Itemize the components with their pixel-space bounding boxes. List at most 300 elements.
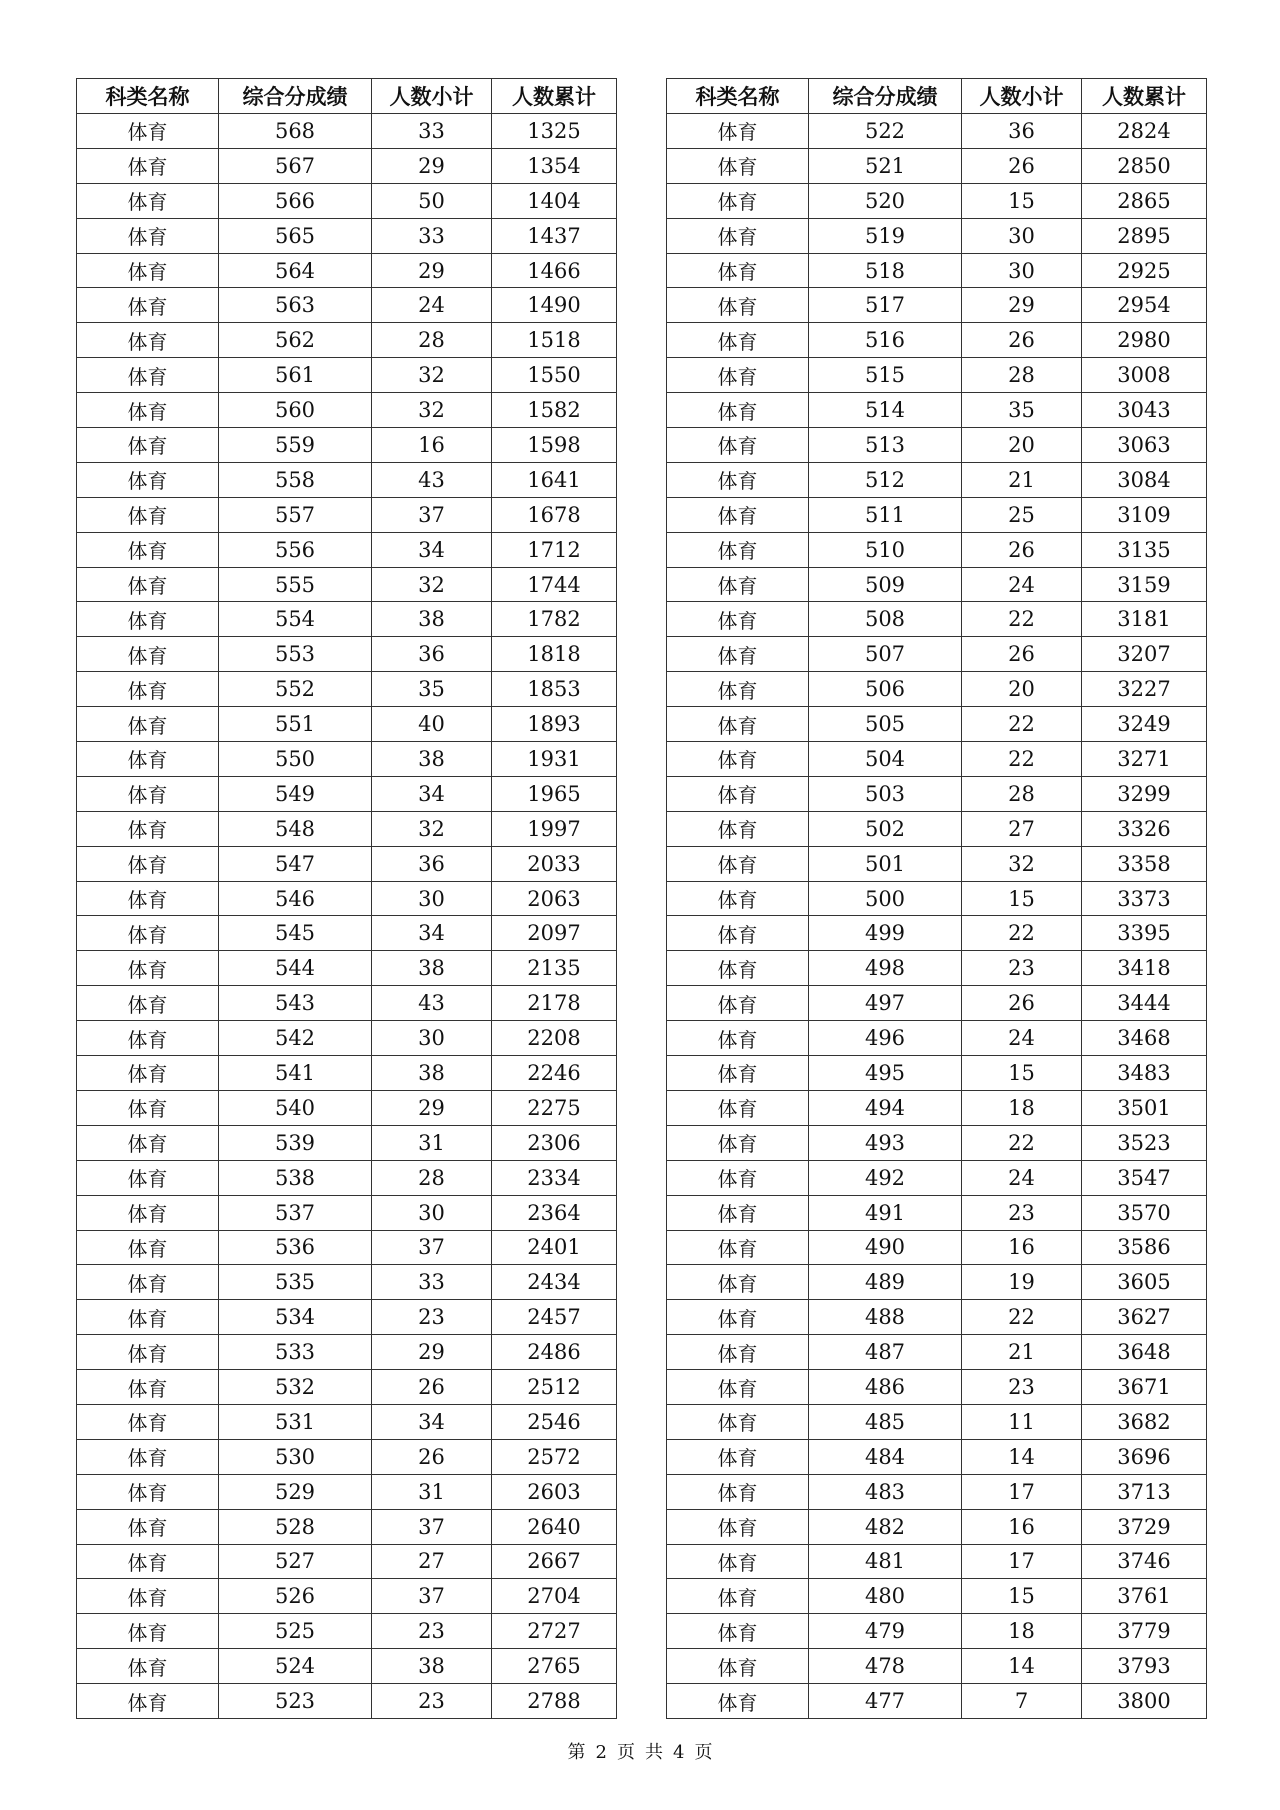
table-row (77, 986, 617, 1021)
cell-cumulative: 3373 (1082, 881, 1207, 916)
cell-score: 543 (219, 986, 372, 1021)
table-row (667, 951, 1207, 986)
cell-category: 体育 (667, 1474, 809, 1509)
table-row (667, 114, 1207, 149)
cell-score: 485 (809, 1404, 962, 1439)
cell-score: 555 (219, 567, 372, 602)
cell-count: 40 (372, 707, 492, 742)
header-row (77, 79, 617, 114)
cell-score: 510 (809, 532, 962, 567)
cell-score: 534 (219, 1300, 372, 1335)
table-row (77, 1474, 617, 1509)
table-row (77, 428, 617, 463)
cell-score: 480 (809, 1579, 962, 1614)
cell-cumulative: 1893 (492, 707, 617, 742)
cell-count: 26 (372, 1370, 492, 1405)
cell-category: 体育 (667, 811, 809, 846)
cell-count: 34 (372, 776, 492, 811)
cell-category: 体育 (77, 393, 219, 428)
cell-category: 体育 (77, 218, 219, 253)
table-row (667, 1230, 1207, 1265)
table-row (77, 497, 617, 532)
cell-count: 30 (962, 253, 1082, 288)
cell-category: 体育 (667, 1125, 809, 1160)
cell-count: 22 (962, 916, 1082, 951)
cell-cumulative: 2704 (492, 1579, 617, 1614)
cell-score: 546 (219, 881, 372, 916)
cell-count: 28 (372, 323, 492, 358)
cell-cumulative: 1490 (492, 288, 617, 323)
cell-cumulative: 1712 (492, 532, 617, 567)
cell-cumulative: 2954 (1082, 288, 1207, 323)
cell-cumulative: 3523 (1082, 1125, 1207, 1160)
cell-count: 50 (372, 183, 492, 218)
cell-count: 37 (372, 1509, 492, 1544)
cell-cumulative: 2334 (492, 1160, 617, 1195)
header-score: 综合分成绩 (219, 79, 372, 114)
cell-cumulative: 3586 (1082, 1230, 1207, 1265)
cell-cumulative: 3648 (1082, 1335, 1207, 1370)
cell-category: 体育 (667, 1300, 809, 1335)
cell-score: 544 (219, 951, 372, 986)
cell-score: 529 (219, 1474, 372, 1509)
cell-category: 体育 (77, 811, 219, 846)
table-row (77, 1509, 617, 1544)
table-row (667, 428, 1207, 463)
cell-count: 29 (372, 1090, 492, 1125)
table-row (667, 1544, 1207, 1579)
cell-category: 体育 (77, 567, 219, 602)
cell-count: 29 (372, 1335, 492, 1370)
cell-cumulative: 3326 (1082, 811, 1207, 846)
cell-cumulative: 2788 (492, 1684, 617, 1719)
cell-cumulative: 1437 (492, 218, 617, 253)
cell-category: 体育 (667, 672, 809, 707)
cell-score: 503 (809, 776, 962, 811)
cell-category: 体育 (77, 1230, 219, 1265)
cell-score: 491 (809, 1195, 962, 1230)
cell-category: 体育 (77, 288, 219, 323)
table-row (667, 1474, 1207, 1509)
cell-count: 21 (962, 462, 1082, 497)
cell-cumulative: 3043 (1082, 393, 1207, 428)
cell-cumulative: 2208 (492, 1021, 617, 1056)
table-row (77, 288, 617, 323)
table-row (77, 742, 617, 777)
cell-category: 体育 (667, 567, 809, 602)
cell-count: 30 (962, 218, 1082, 253)
header-row (667, 79, 1207, 114)
cell-count: 32 (372, 358, 492, 393)
cell-score: 498 (809, 951, 962, 986)
cell-count: 33 (372, 114, 492, 149)
cell-score: 508 (809, 602, 962, 637)
cell-cumulative: 2895 (1082, 218, 1207, 253)
cell-count: 43 (372, 986, 492, 1021)
cell-score: 551 (219, 707, 372, 742)
cell-category: 体育 (667, 602, 809, 637)
cell-cumulative: 2667 (492, 1544, 617, 1579)
cell-score: 559 (219, 428, 372, 463)
table-row (77, 1649, 617, 1684)
cell-cumulative: 2401 (492, 1230, 617, 1265)
cell-count: 27 (962, 811, 1082, 846)
cell-count: 24 (962, 1021, 1082, 1056)
cell-category: 体育 (667, 428, 809, 463)
cell-cumulative: 3159 (1082, 567, 1207, 602)
cell-category: 体育 (667, 1544, 809, 1579)
cell-cumulative: 3501 (1082, 1090, 1207, 1125)
cell-score: 512 (809, 462, 962, 497)
cell-score: 532 (219, 1370, 372, 1405)
cell-category: 体育 (667, 183, 809, 218)
cell-score: 478 (809, 1649, 962, 1684)
table-row (77, 393, 617, 428)
cell-cumulative: 2765 (492, 1649, 617, 1684)
cell-cumulative: 3249 (1082, 707, 1207, 742)
cell-score: 523 (219, 1684, 372, 1719)
cell-score: 537 (219, 1195, 372, 1230)
cell-category: 体育 (667, 1404, 809, 1439)
cell-category: 体育 (77, 881, 219, 916)
cell-score: 507 (809, 637, 962, 672)
cell-category: 体育 (667, 1684, 809, 1719)
cell-category: 体育 (77, 1125, 219, 1160)
header-cumulative: 人数累计 (492, 79, 617, 114)
cell-cumulative: 3008 (1082, 358, 1207, 393)
table-row (77, 1230, 617, 1265)
cell-cumulative: 2306 (492, 1125, 617, 1160)
cell-category: 体育 (667, 951, 809, 986)
table-row (77, 1335, 617, 1370)
table-row (77, 1056, 617, 1091)
cell-count: 36 (372, 846, 492, 881)
cell-category: 体育 (77, 114, 219, 149)
cell-cumulative: 1853 (492, 672, 617, 707)
cell-score: 513 (809, 428, 962, 463)
header-count: 人数小计 (372, 79, 492, 114)
table-row (77, 218, 617, 253)
cell-category: 体育 (77, 1335, 219, 1370)
table-row (77, 776, 617, 811)
cell-category: 体育 (667, 707, 809, 742)
cell-cumulative: 1965 (492, 776, 617, 811)
cell-score: 488 (809, 1300, 962, 1335)
cell-category: 体育 (77, 148, 219, 183)
table-row (667, 1439, 1207, 1474)
cell-cumulative: 1931 (492, 742, 617, 777)
cell-count: 24 (962, 567, 1082, 602)
cell-score: 527 (219, 1544, 372, 1579)
cell-count: 20 (962, 428, 1082, 463)
cell-cumulative: 3605 (1082, 1265, 1207, 1300)
cell-cumulative: 3570 (1082, 1195, 1207, 1230)
cell-count: 26 (962, 323, 1082, 358)
cell-cumulative: 3483 (1082, 1056, 1207, 1091)
cell-category: 体育 (77, 1649, 219, 1684)
footer-total-pages: 4 (673, 1742, 685, 1763)
cell-score: 497 (809, 986, 962, 1021)
table-row (77, 1195, 617, 1230)
table-row (667, 1021, 1207, 1056)
header-category: 科类名称 (667, 79, 809, 114)
table-row (667, 602, 1207, 637)
cell-count: 29 (962, 288, 1082, 323)
cell-category: 体育 (667, 288, 809, 323)
table-row (77, 1090, 617, 1125)
cell-count: 28 (962, 776, 1082, 811)
cell-score: 504 (809, 742, 962, 777)
cell-category: 体育 (667, 114, 809, 149)
cell-score: 558 (219, 462, 372, 497)
cell-category: 体育 (77, 1021, 219, 1056)
cell-count: 7 (962, 1684, 1082, 1719)
cell-category: 体育 (77, 1056, 219, 1091)
cell-score: 530 (219, 1439, 372, 1474)
cell-cumulative: 2246 (492, 1056, 617, 1091)
page-footer (0, 1738, 1280, 1764)
cell-cumulative: 3418 (1082, 951, 1207, 986)
cell-score: 509 (809, 567, 962, 602)
table-row (77, 1125, 617, 1160)
table-row (77, 1265, 617, 1300)
cell-category: 体育 (77, 1614, 219, 1649)
table-row (667, 672, 1207, 707)
table-row (667, 1300, 1207, 1335)
cell-count: 28 (962, 358, 1082, 393)
cell-cumulative: 2925 (1082, 253, 1207, 288)
cell-cumulative: 2512 (492, 1370, 617, 1405)
cell-category: 体育 (77, 1509, 219, 1544)
table-row (77, 881, 617, 916)
cell-score: 494 (809, 1090, 962, 1125)
cell-cumulative: 3181 (1082, 602, 1207, 637)
table-row (77, 1160, 617, 1195)
cell-count: 22 (962, 742, 1082, 777)
cell-count: 11 (962, 1404, 1082, 1439)
cell-score: 495 (809, 1056, 962, 1091)
score-table-left (76, 78, 617, 1719)
cell-count: 23 (372, 1300, 492, 1335)
cell-cumulative: 3729 (1082, 1509, 1207, 1544)
cell-count: 23 (962, 1195, 1082, 1230)
cell-cumulative: 1582 (492, 393, 617, 428)
cell-count: 32 (372, 811, 492, 846)
cell-score: 501 (809, 846, 962, 881)
table-row (667, 462, 1207, 497)
cell-score: 560 (219, 393, 372, 428)
cell-score: 511 (809, 497, 962, 532)
cell-score: 538 (219, 1160, 372, 1195)
cell-cumulative: 3395 (1082, 916, 1207, 951)
cell-score: 521 (809, 148, 962, 183)
cell-category: 体育 (77, 358, 219, 393)
cell-count: 15 (962, 183, 1082, 218)
table-row (667, 1125, 1207, 1160)
cell-category: 体育 (667, 881, 809, 916)
cell-category: 体育 (667, 1021, 809, 1056)
cell-score: 562 (219, 323, 372, 358)
cell-cumulative: 1678 (492, 497, 617, 532)
table-header (667, 79, 1207, 114)
cell-count: 34 (372, 916, 492, 951)
cell-score: 499 (809, 916, 962, 951)
table-row (77, 1021, 617, 1056)
cell-count: 22 (962, 602, 1082, 637)
table-row (667, 567, 1207, 602)
cell-count: 31 (372, 1474, 492, 1509)
cell-score: 484 (809, 1439, 962, 1474)
table-row (667, 288, 1207, 323)
cell-category: 体育 (667, 1509, 809, 1544)
cell-category: 体育 (77, 986, 219, 1021)
cell-count: 30 (372, 1195, 492, 1230)
cell-count: 15 (962, 1056, 1082, 1091)
cell-score: 481 (809, 1544, 962, 1579)
cell-count: 23 (962, 1370, 1082, 1405)
cell-score: 525 (219, 1614, 372, 1649)
cell-cumulative: 1997 (492, 811, 617, 846)
cell-count: 26 (372, 1439, 492, 1474)
cell-cumulative: 1782 (492, 602, 617, 637)
table-body (77, 114, 617, 1719)
cell-category: 体育 (667, 148, 809, 183)
cell-category: 体育 (77, 1370, 219, 1405)
cell-category: 体育 (77, 1265, 219, 1300)
header-category: 科类名称 (77, 79, 219, 114)
cell-score: 539 (219, 1125, 372, 1160)
cell-score: 563 (219, 288, 372, 323)
cell-score: 540 (219, 1090, 372, 1125)
cell-count: 15 (962, 1579, 1082, 1614)
cell-score: 528 (219, 1509, 372, 1544)
cell-category: 体育 (77, 637, 219, 672)
cell-category: 体育 (77, 602, 219, 637)
cell-count: 43 (372, 462, 492, 497)
cell-category: 体育 (77, 1439, 219, 1474)
cell-count: 30 (372, 1021, 492, 1056)
cell-count: 35 (372, 672, 492, 707)
cell-score: 564 (219, 253, 372, 288)
cell-category: 体育 (667, 1335, 809, 1370)
cell-count: 21 (962, 1335, 1082, 1370)
cell-cumulative: 3358 (1082, 846, 1207, 881)
cell-count: 24 (962, 1160, 1082, 1195)
cell-cumulative: 3746 (1082, 1544, 1207, 1579)
cell-cumulative: 2457 (492, 1300, 617, 1335)
table-row (667, 1404, 1207, 1439)
cell-score: 516 (809, 323, 962, 358)
cell-count: 29 (372, 148, 492, 183)
cell-category: 体育 (77, 532, 219, 567)
cell-cumulative: 3468 (1082, 1021, 1207, 1056)
cell-score: 492 (809, 1160, 962, 1195)
cell-cumulative: 3444 (1082, 986, 1207, 1021)
cell-count: 38 (372, 602, 492, 637)
cell-category: 体育 (667, 1090, 809, 1125)
cell-score: 483 (809, 1474, 962, 1509)
cell-count: 17 (962, 1544, 1082, 1579)
table-row (667, 1195, 1207, 1230)
table-row (77, 916, 617, 951)
cell-cumulative: 2546 (492, 1404, 617, 1439)
cell-cumulative: 1354 (492, 148, 617, 183)
cell-cumulative: 3713 (1082, 1474, 1207, 1509)
table-row (77, 672, 617, 707)
table-row (667, 1684, 1207, 1719)
cell-score: 568 (219, 114, 372, 149)
cell-score: 547 (219, 846, 372, 881)
cell-category: 体育 (77, 1684, 219, 1719)
cell-count: 19 (962, 1265, 1082, 1300)
cell-count: 23 (372, 1614, 492, 1649)
cell-cumulative: 1325 (492, 114, 617, 149)
cell-count: 22 (962, 1125, 1082, 1160)
table-row (667, 1160, 1207, 1195)
footer-prefix: 第 (567, 1742, 586, 1763)
cell-count: 14 (962, 1439, 1082, 1474)
cell-category: 体育 (667, 218, 809, 253)
cell-count: 26 (962, 637, 1082, 672)
table-row (667, 183, 1207, 218)
table-row (667, 1370, 1207, 1405)
table-row (667, 1579, 1207, 1614)
cell-cumulative: 2727 (492, 1614, 617, 1649)
cell-cumulative: 2033 (492, 846, 617, 881)
cell-score: 526 (219, 1579, 372, 1614)
cell-category: 体育 (667, 1649, 809, 1684)
cell-category: 体育 (77, 253, 219, 288)
table-row (77, 148, 617, 183)
cell-category: 体育 (77, 428, 219, 463)
table-row (667, 218, 1207, 253)
cell-category: 体育 (667, 532, 809, 567)
cell-score: 554 (219, 602, 372, 637)
cell-cumulative: 2364 (492, 1195, 617, 1230)
footer-total-word: 共 (645, 1742, 663, 1763)
cell-cumulative: 2640 (492, 1509, 617, 1544)
cell-cumulative: 3547 (1082, 1160, 1207, 1195)
cell-category: 体育 (667, 776, 809, 811)
cell-category: 体育 (77, 776, 219, 811)
cell-category: 体育 (667, 742, 809, 777)
table-row (667, 846, 1207, 881)
cell-score: 549 (219, 776, 372, 811)
table-row (667, 1649, 1207, 1684)
cell-cumulative: 2097 (492, 916, 617, 951)
cell-cumulative: 2434 (492, 1265, 617, 1300)
header-cumulative: 人数累计 (1082, 79, 1207, 114)
cell-count: 30 (372, 881, 492, 916)
cell-cumulative: 1641 (492, 462, 617, 497)
cell-category: 体育 (77, 1195, 219, 1230)
cell-cumulative: 3793 (1082, 1649, 1207, 1684)
cell-score: 550 (219, 742, 372, 777)
cell-category: 体育 (667, 1195, 809, 1230)
cell-cumulative: 1518 (492, 323, 617, 358)
cell-count: 33 (372, 218, 492, 253)
table-row (77, 1439, 617, 1474)
cell-count: 34 (372, 1404, 492, 1439)
cell-cumulative: 2850 (1082, 148, 1207, 183)
cell-count: 36 (962, 114, 1082, 149)
cell-count: 26 (962, 986, 1082, 1021)
cell-category: 体育 (77, 323, 219, 358)
cell-count: 26 (962, 532, 1082, 567)
table-row (667, 1509, 1207, 1544)
cell-score: 487 (809, 1335, 962, 1370)
cell-score: 536 (219, 1230, 372, 1265)
